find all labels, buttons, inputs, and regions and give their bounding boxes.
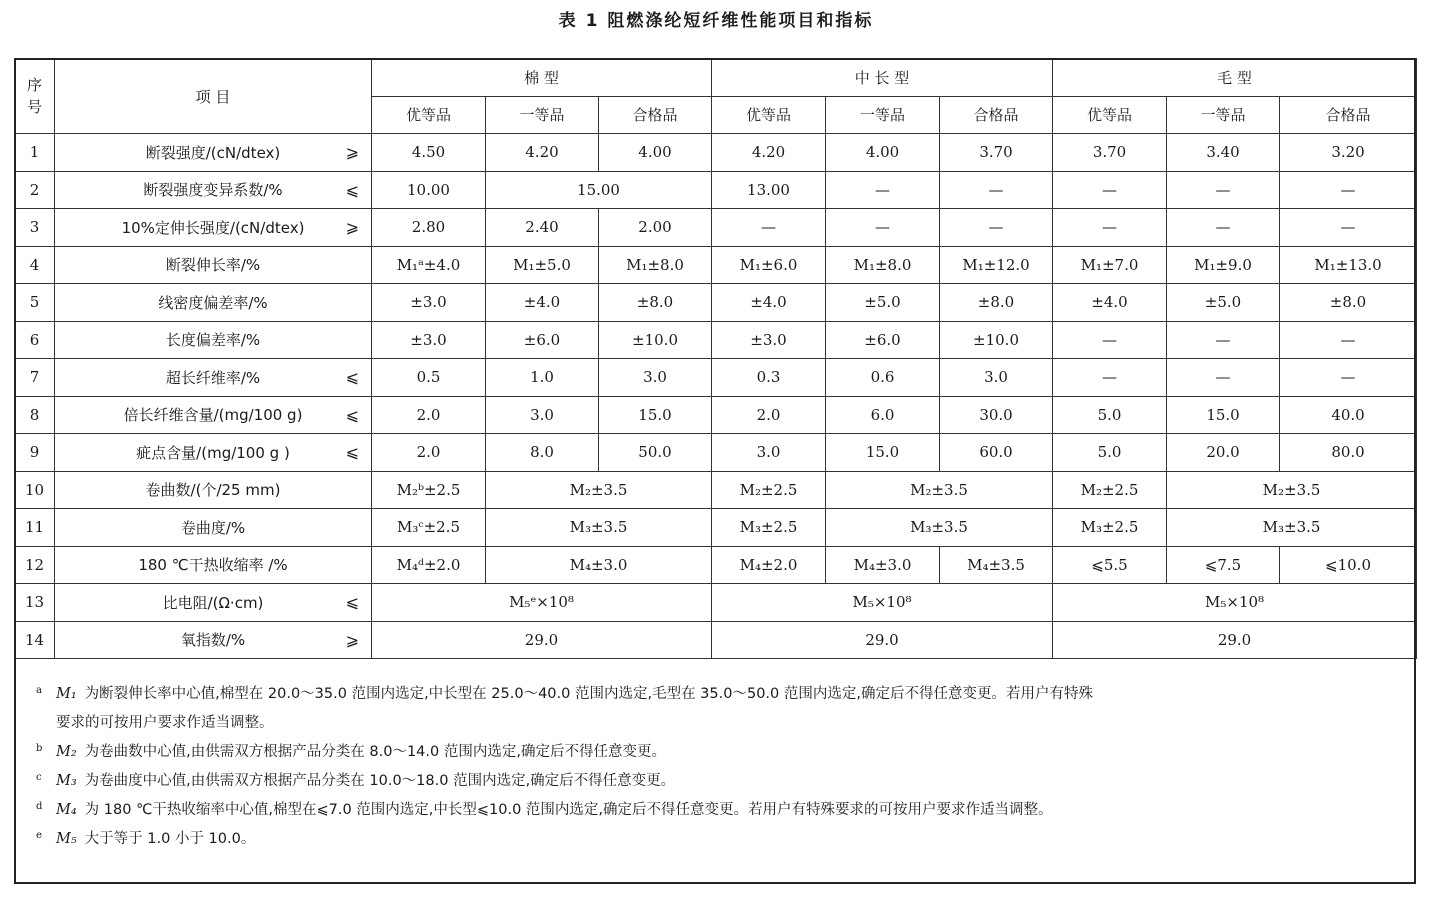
value-cell: 2.00 [599, 209, 712, 247]
value-cell: 80.0 [1280, 434, 1417, 472]
value-cell: 3.0 [940, 359, 1053, 397]
value-cell: — [940, 171, 1053, 209]
row-number: 5 [15, 284, 55, 322]
value-cell: M₅ᵉ×10⁸ [372, 584, 712, 622]
value-cell: M₂±2.5 [712, 471, 826, 509]
value-cell: 0.3 [712, 359, 826, 397]
value-cell: M₁±12.0 [940, 246, 1053, 284]
item-name: 卷曲度/% [180, 518, 246, 537]
value-cell: M₁ᵃ±4.0 [372, 246, 486, 284]
value-cell: M₂±3.5 [1167, 471, 1417, 509]
footnote-symbol: M₅ [56, 831, 77, 847]
value-cell: 3.70 [940, 134, 1053, 172]
value-cell: M₂±3.5 [486, 471, 712, 509]
value-cell: — [1280, 209, 1417, 247]
value-cell: M₂±2.5 [1053, 471, 1167, 509]
value-cell: 4.00 [826, 134, 940, 172]
footnote-text: 要求的可按用户要求作适当调整。 [56, 715, 274, 731]
footnote-text: 为断裂伸长率中心值,棉型在 20.0～35.0 范围内选定,中长型在 25.0～40.0 范围内选定,毛型在 35.0～50.0 范围内选定,确定后不得任意变更。若用户有特殊 [84, 686, 1093, 702]
comparison-operator: ⩽ [345, 180, 359, 200]
footnote-mark: c [36, 772, 42, 783]
comparison-operator: ⩽ [345, 405, 359, 425]
grade-header: 合格品 [940, 96, 1053, 134]
grade-header: 合格品 [599, 96, 712, 134]
value-cell: M₄±2.0 [712, 546, 826, 584]
value-cell: — [826, 209, 940, 247]
value-cell: M₅×10⁸ [1053, 584, 1417, 622]
item-name: 倍长纤维含量/(mg/100 g) [123, 406, 303, 425]
footnote-text: 为卷曲数中心值,由供需双方根据产品分类在 8.0～14.0 范围内选定,确定后不得任意变更。 [84, 744, 666, 760]
item-name: 超长纤维率/% [165, 368, 261, 387]
value-cell: M₂ᵇ±2.5 [372, 471, 486, 509]
value-cell: 20.0 [1167, 434, 1280, 472]
value-cell: M₃±2.5 [712, 509, 826, 547]
value-cell: M₄±3.5 [940, 546, 1053, 584]
value-cell: 2.0 [372, 434, 486, 472]
value-cell: ⩽10.0 [1280, 546, 1417, 584]
value-cell: 10.00 [372, 171, 486, 209]
value-cell: 0.6 [826, 359, 940, 397]
row-number: 6 [15, 321, 55, 359]
value-cell: — [712, 209, 826, 247]
value-cell: M₁±13.0 [1280, 246, 1417, 284]
value-cell: ±10.0 [940, 321, 1053, 359]
value-cell: 30.0 [940, 396, 1053, 434]
value-cell: M₅×10⁸ [712, 584, 1053, 622]
comparison-operator: ⩽ [345, 442, 359, 462]
value-cell: M₁±8.0 [826, 246, 940, 284]
item-name: 氧指数/% [180, 631, 246, 650]
group-mid-length-type: 中 长 型 [712, 59, 1053, 97]
value-cell: 2.0 [712, 396, 826, 434]
footnote-symbol: M₃ [56, 773, 77, 789]
value-cell: M₃ᶜ±2.5 [372, 509, 486, 547]
group-wool-type: 毛 型 [1053, 59, 1417, 97]
item-name: 断裂强度/(cN/dtex) [145, 143, 281, 162]
value-cell: ±6.0 [826, 321, 940, 359]
value-cell: 15.0 [1167, 396, 1280, 434]
value-cell: 4.20 [486, 134, 599, 172]
value-cell: — [1053, 171, 1167, 209]
value-cell: ±3.0 [712, 321, 826, 359]
value-cell: 29.0 [1053, 621, 1417, 659]
value-cell: 4.00 [599, 134, 712, 172]
item-name: 断裂强度变异系数/% [143, 181, 283, 200]
value-cell: M₂±3.5 [826, 471, 1053, 509]
value-cell: M₁±7.0 [1053, 246, 1167, 284]
value-cell: 2.0 [372, 396, 486, 434]
value-cell: 3.20 [1280, 134, 1417, 172]
row-number: 4 [15, 246, 55, 284]
row-number: 12 [15, 546, 55, 584]
footnote-mark: e [36, 830, 42, 841]
value-cell: 3.0 [599, 359, 712, 397]
footnote-text: 为 180 ℃干热收缩率中心值,棉型在⩽7.0 范围内选定,中长型⩽10.0 范围内选定,确定后不得任意变更。若用户有特殊要求的可按用户要求作适当调整。 [84, 802, 1053, 818]
row-number: 11 [15, 509, 55, 547]
value-cell: M₄ᵈ±2.0 [372, 546, 486, 584]
value-cell: M₃±2.5 [1053, 509, 1167, 547]
value-cell: ±3.0 [372, 284, 486, 322]
value-cell: M₃±3.5 [1167, 509, 1417, 547]
value-cell: ±8.0 [599, 284, 712, 322]
value-cell: 0.5 [372, 359, 486, 397]
row-number: 10 [15, 471, 55, 509]
grade-header: 优等品 [1053, 96, 1167, 134]
grade-header: 一等品 [826, 96, 940, 134]
group-cotton-type: 棉 型 [372, 59, 712, 97]
value-cell: ⩽5.5 [1053, 546, 1167, 584]
footnote-text: 为卷曲度中心值,由供需双方根据产品分类在 10.0～18.0 范围内选定,确定后不得任意变更。 [84, 773, 676, 789]
value-cell: 29.0 [372, 621, 712, 659]
value-cell: 50.0 [599, 434, 712, 472]
value-cell: 13.00 [712, 171, 826, 209]
value-cell: 15.0 [826, 434, 940, 472]
value-cell: 3.70 [1053, 134, 1167, 172]
value-cell: — [1053, 359, 1167, 397]
value-cell: 4.50 [372, 134, 486, 172]
value-cell: ⩽7.5 [1167, 546, 1280, 584]
value-cell: ±8.0 [940, 284, 1053, 322]
grade-header: 合格品 [1280, 96, 1417, 134]
value-cell: 15.00 [486, 171, 712, 209]
footnote-text: 大于等于 1.0 小于 10.0。 [84, 831, 256, 847]
value-cell: M₃±3.5 [486, 509, 712, 547]
grade-header: 一等品 [1167, 96, 1280, 134]
value-cell: — [1280, 321, 1417, 359]
value-cell: ±8.0 [1280, 284, 1417, 322]
row-number: 8 [15, 396, 55, 434]
value-cell: 2.80 [372, 209, 486, 247]
value-cell: M₄±3.0 [486, 546, 712, 584]
header-seq: 序号 [15, 59, 55, 134]
value-cell: 4.20 [712, 134, 826, 172]
value-cell: 3.0 [712, 434, 826, 472]
value-cell: — [1053, 209, 1167, 247]
value-cell: 40.0 [1280, 396, 1417, 434]
comparison-operator: ⩾ [345, 630, 359, 650]
item-name: 线密度偏差率/% [158, 293, 268, 312]
grade-header: 优等品 [712, 96, 826, 134]
item-name: 卷曲数/(个/25 mm) [145, 481, 281, 500]
value-cell: ±10.0 [599, 321, 712, 359]
item-name: 180 ℃干热收缩率 /% [138, 556, 288, 575]
value-cell: 3.40 [1167, 134, 1280, 172]
comparison-operator: ⩾ [345, 142, 359, 162]
value-cell: 29.0 [712, 621, 1053, 659]
footnote-symbol: M₁ [56, 686, 77, 702]
value-cell: 6.0 [826, 396, 940, 434]
value-cell: 3.0 [486, 396, 599, 434]
footnote-mark: b [36, 743, 43, 754]
footnote-mark: a [36, 685, 42, 696]
value-cell: — [1167, 171, 1280, 209]
value-cell: M₄±3.0 [826, 546, 940, 584]
table-frame [14, 58, 1416, 884]
grade-header: 优等品 [372, 96, 486, 134]
value-cell: — [826, 171, 940, 209]
value-cell: 5.0 [1053, 396, 1167, 434]
value-cell: 15.0 [599, 396, 712, 434]
row-number: 14 [15, 621, 55, 659]
value-cell: ±3.0 [372, 321, 486, 359]
comparison-operator: ⩾ [345, 217, 359, 237]
value-cell: 2.40 [486, 209, 599, 247]
value-cell: 1.0 [486, 359, 599, 397]
value-cell: — [940, 209, 1053, 247]
item-name: 比电阻/(Ω·cm) [162, 593, 264, 612]
grade-header: 一等品 [486, 96, 599, 134]
value-cell: M₃±3.5 [826, 509, 1053, 547]
header-item: 项 目 [55, 59, 372, 134]
value-cell: ±5.0 [1167, 284, 1280, 322]
value-cell: ±4.0 [486, 284, 599, 322]
item-name: 断裂伸长率/% [165, 256, 261, 275]
row-number: 1 [15, 134, 55, 172]
row-number: 3 [15, 209, 55, 247]
row-number: 9 [15, 434, 55, 472]
value-cell: M₁±9.0 [1167, 246, 1280, 284]
value-cell: — [1167, 359, 1280, 397]
value-cell: 8.0 [486, 434, 599, 472]
item-name: 疵点含量/(mg/100 g ) [136, 443, 290, 462]
footnote-mark: d [36, 801, 43, 812]
value-cell: — [1053, 321, 1167, 359]
value-cell: — [1280, 359, 1417, 397]
value-cell: ±6.0 [486, 321, 599, 359]
value-cell: — [1280, 171, 1417, 209]
row-number: 7 [15, 359, 55, 397]
footnote-symbol: M₂ [56, 744, 77, 760]
value-cell: — [1167, 321, 1280, 359]
item-name: 10%定伸长强度/(cN/dtex) [121, 218, 305, 237]
comparison-operator: ⩽ [345, 367, 359, 387]
value-cell: — [1167, 209, 1280, 247]
value-cell: M₁±6.0 [712, 246, 826, 284]
value-cell: 60.0 [940, 434, 1053, 472]
item-name: 长度偏差率/% [165, 331, 261, 350]
value-cell: ±4.0 [712, 284, 826, 322]
value-cell: ±4.0 [1053, 284, 1167, 322]
comparison-operator: ⩽ [345, 592, 359, 612]
value-cell: ±5.0 [826, 284, 940, 322]
row-number: 13 [15, 584, 55, 622]
footnote-symbol: M₄ [56, 802, 77, 818]
table-title: 表 1 阻燃涤纶短纤维性能项目和指标 [558, 11, 874, 31]
value-cell: M₁±5.0 [486, 246, 599, 284]
value-cell: M₁±8.0 [599, 246, 712, 284]
value-cell: 5.0 [1053, 434, 1167, 472]
row-number: 2 [15, 171, 55, 209]
